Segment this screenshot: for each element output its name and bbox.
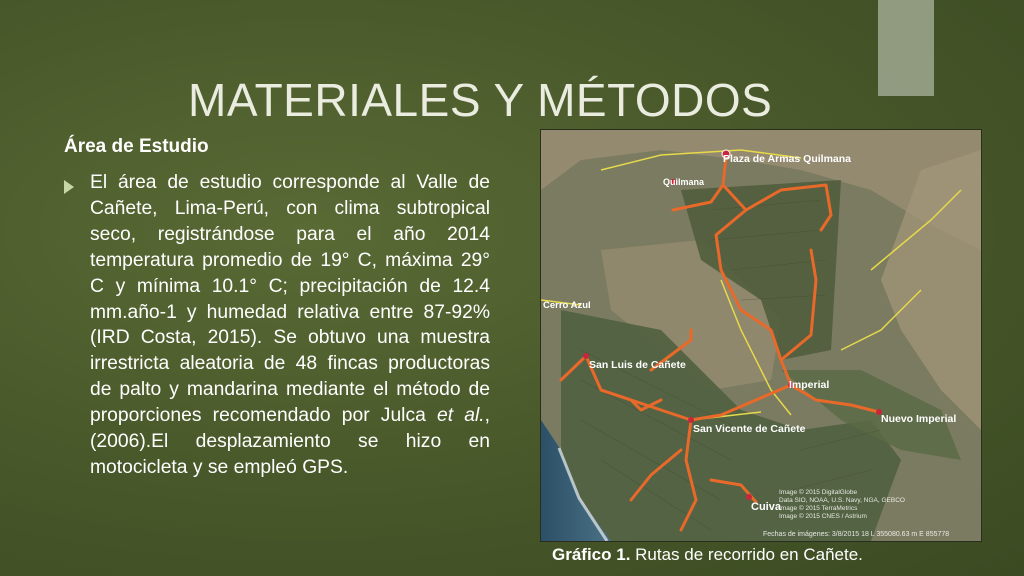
caption-label: Gráfico 1. [552,545,631,564]
svg-text:Image © 2015 CNES / Astrium: Image © 2015 CNES / Astrium [779,513,867,520]
section-heading: Área de Estudio [64,136,209,157]
svg-text:Fechas de imágenes: 3/8/2015: Fechas de imágenes: 3/8/2015 18 L 355080.63 m E 855778 [763,531,950,538]
svg-text:Data SIO, NOAA, U.S. Navy, NGA: Data SIO, NOAA, U.S. Navy, NGA, GEBCO [779,497,905,504]
paragraph-text-part1: El área de estudio corresponde al Valle de Cañete, Lima-Perú, con clima subtropical seco, registrándose para el año 2014 temperatura promedio de 19° C, máxima 29° C y mínima 10.1° C; precipitación de 12.4 mm.año-1 y humedad relativa entre 87-92% (IRD Costa, 2015). Se obtuvo una muestra irrestricta aleatoria de 48 fincas productoras de palto y mandarina mediante el método de proporciones recomendado por Julca [90,172,490,427]
label-plaza-armas: Plaza de Armas Quilmana [723,153,851,165]
figure-caption [552,545,863,565]
label-quilmana: Quilmana [663,177,705,187]
label-cerro-azul: Cerro Azul [543,300,591,311]
bullet-paragraph [90,170,490,481]
label-cuiva: Cuiva [751,501,781,513]
bullet-arrow-icon [64,180,74,194]
label-nuevo-imperial: Nuevo Imperial [881,413,957,425]
caption-text: Rutas de recorrido en Cañete. [630,545,863,564]
decorative-bar [878,0,934,96]
paragraph-text-part2: , (2006).El desplazamiento se hizo en motocicleta y se empleó GPS. [90,405,490,478]
svg-text:Image © 2015 TerraMetrics: Image © 2015 TerraMetrics [779,505,858,512]
label-san-luis: San Luis de Cañete [589,359,686,371]
label-san-vicente: San Vicente de Cañete [693,423,806,435]
svg-text:Image © 2015 DigitalGlobe: Image © 2015 DigitalGlobe [779,489,858,496]
paragraph-text-italic: et al. [437,405,485,427]
map-svg [541,130,981,541]
label-imperial: Imperial [789,379,830,391]
slide-title: MATERIALES Y MÉTODOS [188,73,773,126]
satellite-map [540,129,982,542]
